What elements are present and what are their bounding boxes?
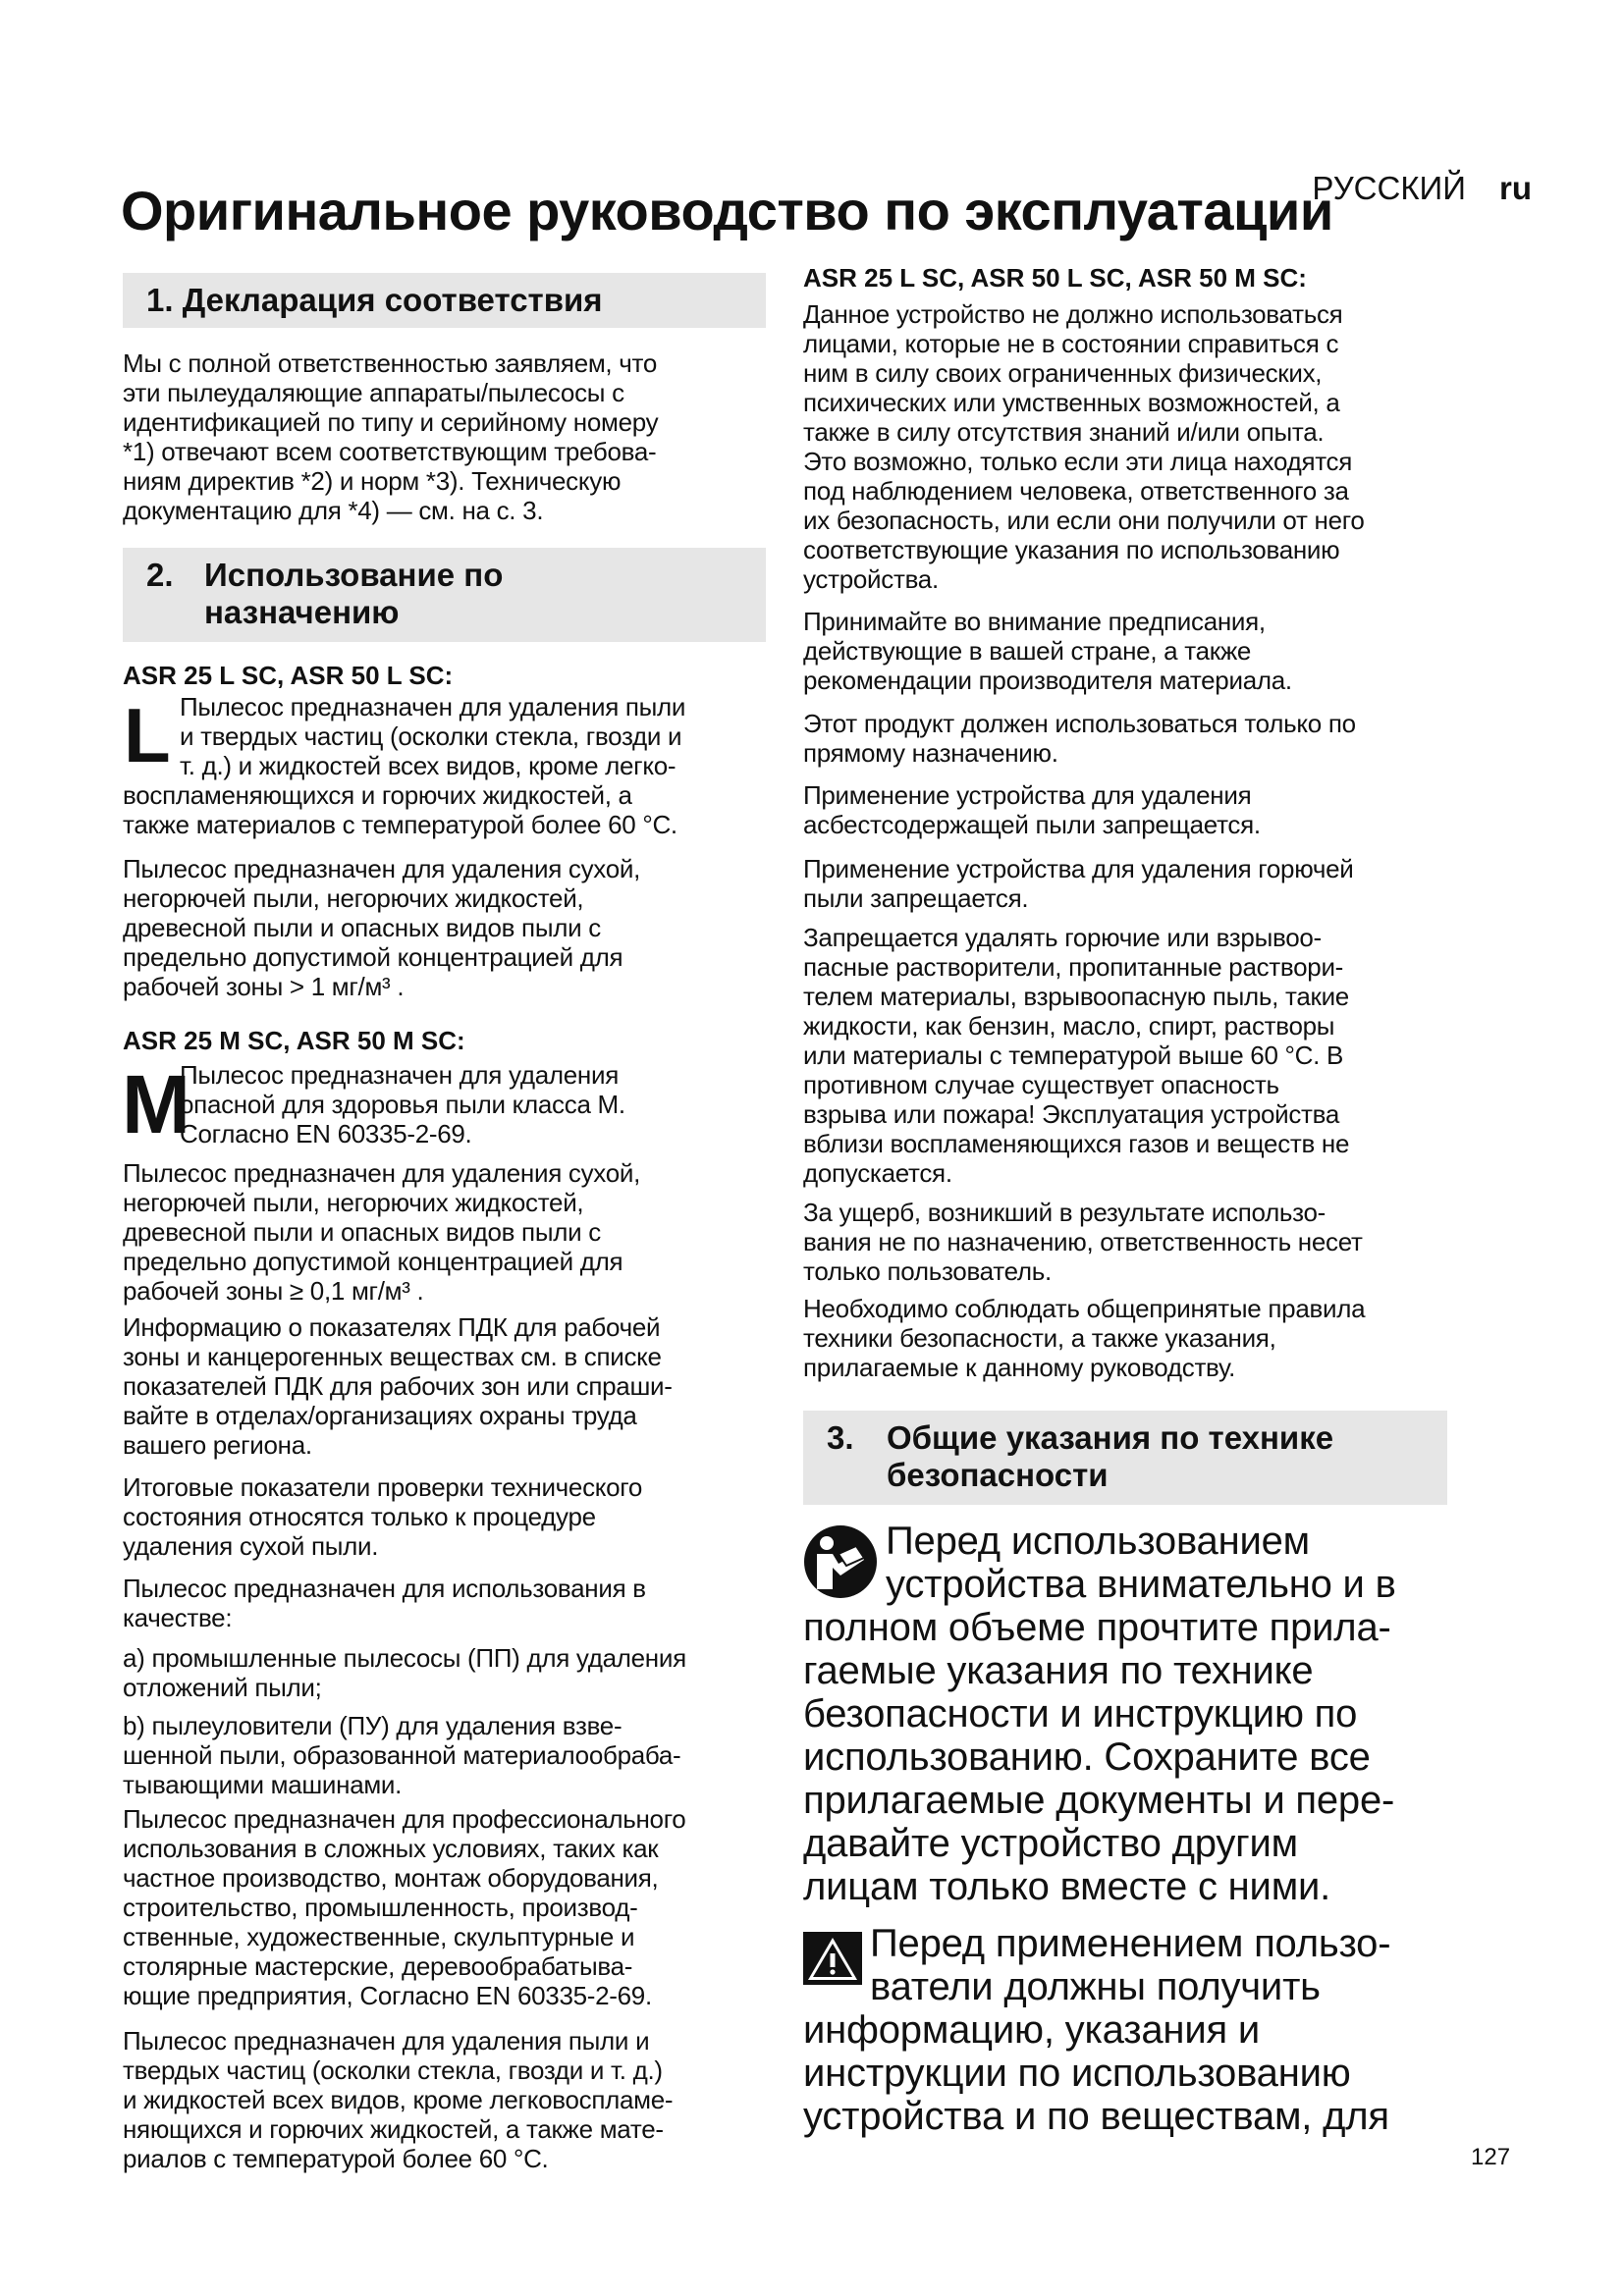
l-description-cont: воспламеняющихся и горючих жидкостей, а также материалов с температурой более 60 °C. <box>123 780 677 839</box>
r-models-heading: ASR 25 L SC, ASR 50 L SC, ASR 50 M SC: <box>803 263 1307 293</box>
section-1-heading <box>123 273 766 328</box>
language-name: РУССКИЙ <box>1312 170 1466 206</box>
section-1-heading-text: 1. Декларация соответствия <box>146 282 603 318</box>
warning-icon <box>803 1932 862 1985</box>
regulations-text: Принимайте во внимание предписания, действующие в вашей стране, а также рекомендации производителя материала. <box>803 607 1292 695</box>
class-l-icon: L <box>124 692 171 778</box>
flammable-dust-text: Применение устройства для удаления горючей пыли запрещается. <box>803 854 1354 913</box>
restriction-text: Данное устройство не должно использоваться лицами, которые не в состоянии справиться с ним в силу своих ограниченных физических, психических или умственных возможностей, а также в силу отсутствия знаний и/или опыта. Это возможно, только если эти лица находятся под наблюдением человека, ответственного за их безопасность, или если они получили от него соответствующие указания по использованию устройства. <box>803 299 1365 594</box>
section-3-number: 3. <box>827 1419 854 1456</box>
usage-item-b: b) пылеуловители (ПУ) для удаления взве- шенной пыли, образованной материалообраба- тывающими машинами. <box>123 1711 681 1799</box>
asbestos-text: Применение устройства для удаления асбестсодержащей пыли запрещается. <box>803 780 1261 839</box>
m-dry-dust-text: Пылесос предназначен для удаления сухой, негорючей пыли, негорючих жидкостей, древесной пыли и опасных видов пыли с предельно допустимой концентрацией для рабочей зоны ≥ 0,1 мг/м³ . <box>123 1158 641 1306</box>
pdk-text: Информацию о показателях ПДК для рабочей зоны и канцерогенных веществах см. в списке показателей ПДК для рабочих зон или спраши- вайте в отделах/организациях охраны труда вашего региона. <box>123 1312 673 1460</box>
section-2-heading-text: Использование по назначению <box>204 557 504 630</box>
section-2-heading <box>123 548 766 642</box>
page-title: Оригинальное руководство по эксплуатации <box>121 180 1333 241</box>
language-code: ru <box>1499 170 1532 206</box>
m-description: Пылесос предназначен для удаления опасной для здоровья пыли класса M. Согласно EN 60335-2-69. <box>180 1060 625 1148</box>
l-models-heading: ASR 25 L SC, ASR 50 L SC: <box>123 661 454 690</box>
section-3-heading-text: Общие указания по технике безопасности <box>887 1419 1334 1493</box>
read-manual-text: Перед использованием устройства внимательно и в <box>886 1520 1396 1606</box>
professional-use-text: Пылесос предназначен для профессионального использования в сложных условиях, таких как частное производство, монтаж оборудования, строительство, промышленность, производ- ственные, художественные, скульптурные и столярные мастерские, деревообрабатыва- ющие предприятия, Согласно EN 60335-2-69. <box>123 1804 686 2010</box>
read-manual-icon <box>803 1524 878 1599</box>
usage-item-a: a) промышленные пылесосы (ПП) для удаления отложений пыли; <box>123 1643 686 1702</box>
warning-text-cont: информацию, указания и инструкции по использованию устройства и по веществам, для <box>803 2008 1389 2138</box>
final-check-text: Итоговые показатели проверки технического состояния относятся только к процедуре удаления сухой пыли. <box>123 1472 643 1561</box>
usage-as-text: Пылесос предназначен для использования в качестве: <box>123 1574 646 1632</box>
intended-use-text: Этот продукт должен использоваться только по прямому назначению. <box>803 709 1356 768</box>
section-2-number: 2. <box>146 557 174 593</box>
final-usage-text: Пылесос предназначен для удаления пыли и твердых частиц (осколки стекла, гвозди и т. д.) и жидкостей всех видов, кроме легковоспламе- няющихся и горючих жидкостей, а также мате- риалов с температурой более 60 °C. <box>123 2026 674 2173</box>
section-3-heading <box>803 1411 1447 1505</box>
read-manual-text-cont: полном объеме прочтите прила- гаемые указания по технике безопасности и инструкцию по использованию. Сохраните все прилагаемые документы и пере- давайте устройство другим лицам только вместе с ними. <box>803 1606 1395 1908</box>
liability-text: За ущерб, возникший в результате использо- вания не по назначению, ответственность несет только пользователь. <box>803 1198 1363 1286</box>
warning-text: Перед применением пользо- ватели должны получить <box>870 1922 1391 2008</box>
l-description: Пылесос предназначен для удаления пыли и твердых частиц (осколки стекла, гвозди и т. д.) и жидкостей всех видов, кроме легко- <box>180 692 686 780</box>
class-m-icon: M <box>122 1058 190 1150</box>
safety-rules-text: Необходимо соблюдать общепринятые правила техники безопасности, а также указания, прилагаемые к данному руководству. <box>803 1294 1366 1382</box>
declaration-text: Мы с полной ответственностью заявляем, что эти пылеудаляющие аппараты/пылесосы с идентификацией по типу и серийному номеру *1) отвечают всем соответствующим требова- ниям директив *2) и норм *3). Техническую документацию для *4) — см. на с. 3. <box>123 348 659 525</box>
solvents-warning-text: Запрещается удалять горючие или взрывоо- пасные растворители, пропитанные раствори- телем материалы, взрывоопасную пыль, такие жидкости, как бензин, масло, спирт, растворы или материалы с температурой выше 60 °C. В противном случае существует опасность взрыва или пожара! Эксплуатация устройства вблизи воспламеняющихся газов и веществ не допускается. <box>803 923 1350 1188</box>
m-models-heading: ASR 25 M SC, ASR 50 M SC: <box>123 1026 465 1055</box>
page-number: 127 <box>1471 2144 1511 2170</box>
l-dry-dust-text: Пылесос предназначен для удаления сухой, негорючей пыли, негорючих жидкостей, древесной пыли и опасных видов пыли с предельно допустимой концентрацией для рабочей зоны > 1 мг/м³ . <box>123 854 641 1001</box>
